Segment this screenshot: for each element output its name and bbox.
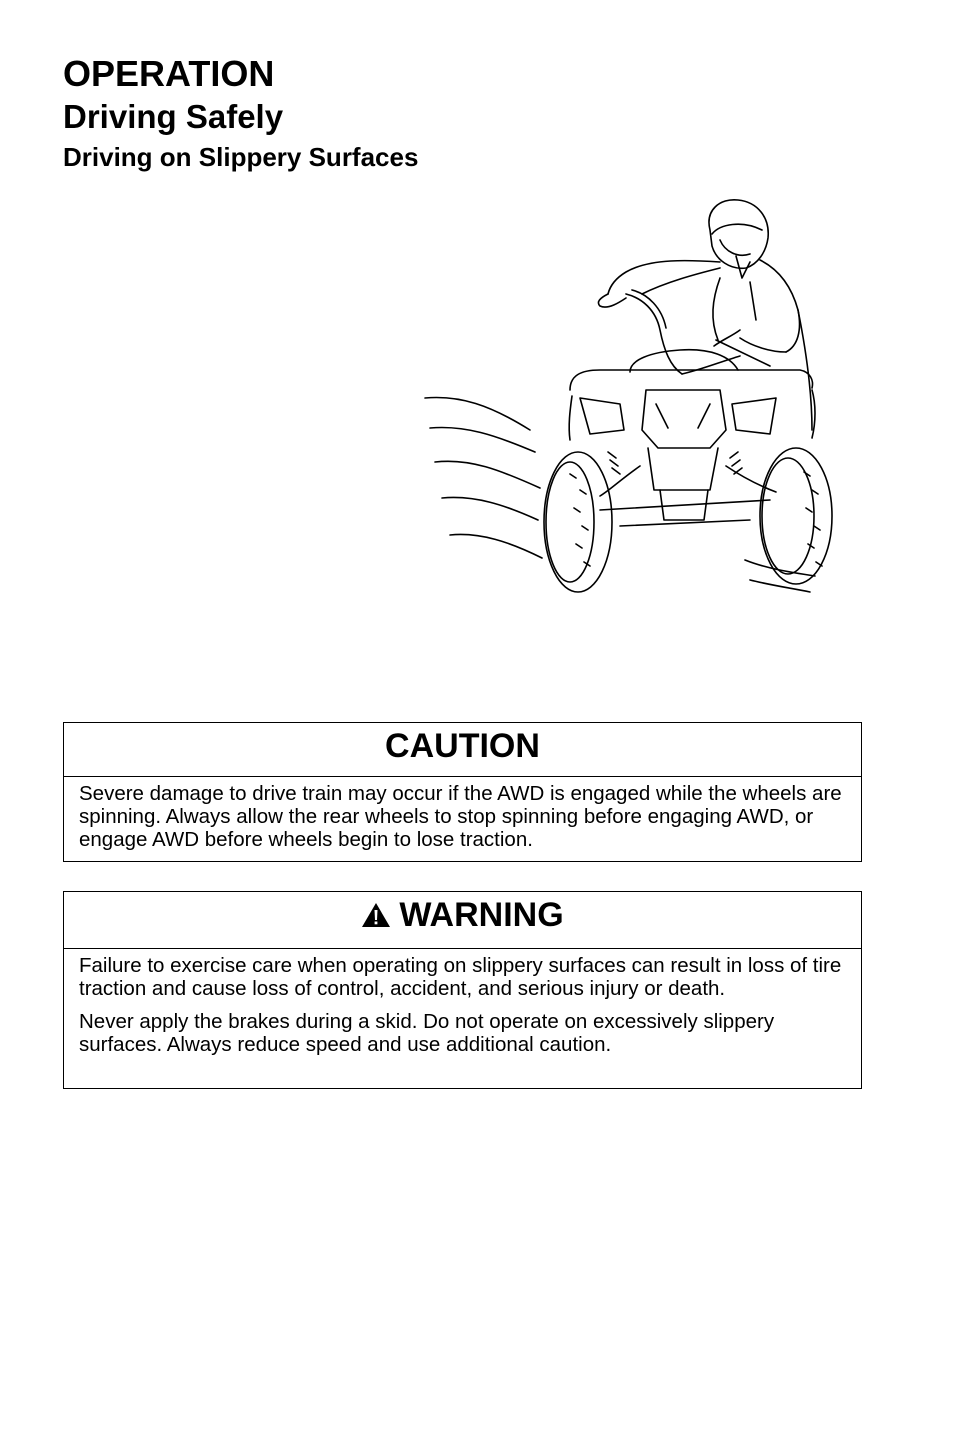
- rider-helmet: [709, 200, 768, 278]
- caution-heading: CAUTION: [64, 723, 861, 777]
- atv-handlebars: [626, 290, 740, 374]
- atv-front-right-wheel: [760, 448, 832, 584]
- warning-paragraph-2: Never apply the brakes during a skid. Do not operate on excessively slippery surfaces. Always reduce speed and use additional caution.: [79, 1010, 775, 1056]
- atv-front-left-wheel: [544, 452, 612, 592]
- caution-text: Severe damage to drive train may occur if the AWD is engaged while the wheels are spinning. Always allow the rear wheels to stop spinning before engaging AWD, or engage AWD before wheels begin to lose traction.: [79, 782, 842, 851]
- page-subtitle: Driving on Slippery Surfaces: [63, 142, 419, 172]
- warning-paragraph-1: Failure to exercise care when operating on slippery surfaces can result in loss of tire traction and cause loss of control, accident, and serious injury or death.: [79, 954, 842, 1000]
- section-heading: OPERATION: [63, 53, 275, 94]
- warning-heading: WARNING: [399, 896, 564, 934]
- atv-front-body: [569, 350, 815, 526]
- warning-box: [63, 891, 862, 1089]
- warning-header: [64, 892, 861, 949]
- motion-lines: [425, 397, 815, 592]
- atv-suspension: [608, 452, 742, 474]
- caution-box: [63, 722, 862, 862]
- warning-triangle-icon: [361, 902, 391, 928]
- page-title: Driving Safely: [63, 98, 284, 135]
- rider-body: [598, 260, 812, 430]
- atv-rider-illustration: [420, 190, 850, 610]
